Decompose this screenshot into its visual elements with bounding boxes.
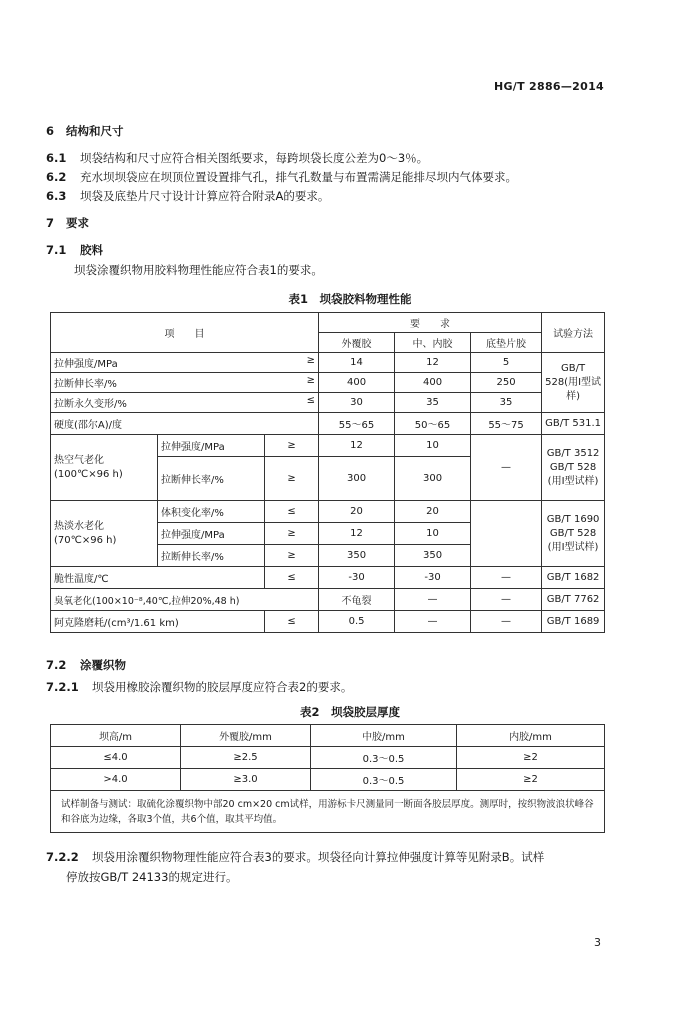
sign: ≥ [265, 457, 319, 501]
cell-pad: 35 [471, 393, 542, 413]
table-row [51, 589, 605, 611]
cell-method: GB/T 3512 GB/T 528 (用Ⅰ型试样) [542, 435, 605, 501]
header-outer: 外覆胶 [319, 333, 395, 353]
cell-middle: 50～65 [395, 413, 471, 435]
cell-middle: 12 [395, 353, 471, 373]
clause-6-3 [46, 189, 329, 204]
section-title: 涂覆织物 [80, 658, 126, 672]
cell-inner: ≥2 [457, 769, 605, 791]
row-label: 拉断伸长率/% [158, 457, 265, 501]
cell-middle: 300 [395, 457, 471, 501]
cell-pad: 250 [471, 373, 542, 393]
cell-middle: 10 [395, 435, 471, 457]
clause-text: 坝袋用涂覆织物物理性能应符合表3的要求。坝袋径向计算拉伸强度计算等见附录B。试样 [92, 850, 545, 864]
cell-outer: 0.5 [319, 611, 395, 633]
clause-7-2-2 [46, 850, 544, 865]
table-row [51, 501, 605, 523]
cell-middle: — [395, 611, 471, 633]
cell-method: GB/T 528(用Ⅰ型试样) [542, 353, 605, 413]
sign: ≥ [306, 355, 316, 366]
cell-pad: — [471, 435, 542, 501]
cell-outer: ≥3.0 [181, 769, 311, 791]
cell-middle: 0.3～0.5 [311, 747, 457, 769]
cell-pad: — [471, 611, 542, 633]
sign: ≥ [306, 375, 316, 386]
cell-method: GB/T 1682 [542, 567, 605, 589]
row-label: 拉伸强度/MPa [158, 435, 265, 457]
header-dam-height: 坝高/m [51, 725, 181, 747]
row-label: 拉断伸长率/% ≥ [51, 373, 319, 393]
table-2-title: 表2 坝袋胶层厚度 [299, 705, 400, 719]
cell-middle: 350 [395, 545, 471, 567]
header-inner: 内胶/mm [457, 725, 605, 747]
section-title: 要求 [66, 216, 89, 230]
header-requirement: 要 求 [319, 313, 542, 333]
section-7-1-heading [46, 243, 103, 258]
cell-method: GB/T 7762 [542, 589, 605, 611]
cell-outer: 不龟裂 [319, 589, 395, 611]
row-label: 硬度(邵尔A)/度 [51, 413, 319, 435]
clause-6-2 [46, 170, 517, 185]
cell-height: >4.0 [51, 769, 181, 791]
table-row [51, 413, 605, 435]
header-pad: 底垫片胶 [471, 333, 542, 353]
cell-method: GB/T 1689 [542, 611, 605, 633]
sign: ≥ [265, 523, 319, 545]
cell-outer: 20 [319, 501, 395, 523]
section-number: 7 [46, 216, 55, 230]
clause-text: 充水坝坝袋应在坝顶位置设置排气孔，排气孔数量与布置需满足能排尽坝内气体要求。 [80, 170, 517, 184]
table-2-note: 试样制备与测试：取硫化涂覆织物中部20 cm×20 cm试样，用游标卡尺测量同一断面各胶层厚度。测厚时，按织物波浪状峰谷和谷底为边缘，各取3个值，共6个值，取其平均值。 [51, 791, 605, 833]
sign: ≥ [265, 435, 319, 457]
cell-middle: 400 [395, 373, 471, 393]
section-title: 结构和尺寸 [66, 124, 124, 138]
clause-number: 6.3 [46, 189, 67, 203]
clause-text: 坝袋用橡胶涂覆织物的胶层厚度应符合表2的要求。 [92, 680, 353, 694]
table-row [51, 747, 605, 769]
cell-middle: 20 [395, 501, 471, 523]
header-middle: 中、内胶 [395, 333, 471, 353]
table-row [51, 353, 605, 373]
clause-7-2-2-continued: 停放按GB/T 24133的规定进行。 [66, 870, 238, 884]
cell-method: GB/T 531.1 [542, 413, 605, 435]
row-group-label: 热空气老化 (100℃×96 h) [51, 435, 158, 501]
cell-height: ≤4.0 [51, 747, 181, 769]
header-test-method: 试验方法 [542, 313, 605, 353]
cell-pad: — [471, 567, 542, 589]
clause-number: 6.1 [46, 151, 67, 165]
clause-text: 坝袋结构和尺寸应符合相关图纸要求，每跨坝袋长度公差为0～3％。 [80, 151, 429, 165]
cell-middle: — [395, 589, 471, 611]
sign: ≥ [265, 545, 319, 567]
table-row [51, 393, 605, 413]
table-1-title: 表1 坝袋胶料物理性能 [288, 292, 412, 306]
cell-outer: 350 [319, 545, 395, 567]
row-label: 体积变化率/% [158, 501, 265, 523]
header-outer: 外覆胶/mm [181, 725, 311, 747]
sign: ≤ [265, 501, 319, 523]
clause-7-1-text: 坝袋涂覆织物用胶料物理性能应符合表1的要求。 [74, 263, 323, 277]
page-number: 3 [594, 936, 601, 949]
clause-7-2-1 [46, 680, 352, 695]
cell-middle: -30 [395, 567, 471, 589]
header-middle: 中胶/mm [311, 725, 457, 747]
row-label: 脆性温度/℃ [51, 567, 265, 589]
cell-outer: 400 [319, 373, 395, 393]
clause-number: 6.2 [46, 170, 67, 184]
row-label: 阿克隆磨耗/(cm³/1.61 km) [51, 611, 265, 633]
sign: ≤ [265, 567, 319, 589]
section-7-2-heading [46, 658, 126, 673]
table-row [51, 567, 605, 589]
row-label: 臭氧老化(100×10⁻⁸,40℃,拉伸20%,48 h) [51, 589, 319, 611]
cell-inner: ≥2 [457, 747, 605, 769]
table-1 [50, 312, 605, 633]
clause-number: 7.2.2 [46, 850, 79, 864]
row-label: 拉伸强度/MPa [158, 523, 265, 545]
cell-outer: 55～65 [319, 413, 395, 435]
cell-outer: 14 [319, 353, 395, 373]
section-number: 6 [46, 124, 55, 138]
sign: ≤ [306, 395, 316, 406]
header-item: 项 目 [51, 313, 319, 353]
section-number: 7.1 [46, 243, 67, 257]
cell-pad: 5 [471, 353, 542, 373]
table-row [51, 611, 605, 633]
table-row [51, 435, 605, 457]
row-label: 拉断永久变形/% ≤ [51, 393, 319, 413]
section-6-heading [46, 124, 124, 139]
cell-outer: 300 [319, 457, 395, 501]
row-group-label: 热淡水老化 (70℃×96 h) [51, 501, 158, 567]
section-7-heading [46, 216, 89, 231]
cell-pad-empty [471, 501, 542, 567]
cell-middle: 35 [395, 393, 471, 413]
cell-outer: 12 [319, 523, 395, 545]
section-number: 7.2 [46, 658, 67, 672]
row-label: 拉伸强度/MPa ≥ [51, 353, 319, 373]
cell-middle: 0.3～0.5 [311, 769, 457, 791]
sign: ≤ [265, 611, 319, 633]
cell-pad: — [471, 589, 542, 611]
row-label: 拉断伸长率/% [158, 545, 265, 567]
table-row [51, 769, 605, 791]
cell-outer: -30 [319, 567, 395, 589]
clause-6-1 [46, 151, 428, 166]
section-title: 胶料 [80, 243, 103, 257]
table-row [51, 373, 605, 393]
cell-outer: 12 [319, 435, 395, 457]
cell-outer: ≥2.5 [181, 747, 311, 769]
cell-method: GB/T 1690 GB/T 528 (用Ⅰ型试样) [542, 501, 605, 567]
cell-middle: 10 [395, 523, 471, 545]
cell-outer: 30 [319, 393, 395, 413]
clause-text: 坝袋及底垫片尺寸设计计算应符合附录A的要求。 [80, 189, 330, 203]
standard-header: HG/T 2886—2014 [493, 80, 604, 93]
table-2 [50, 724, 605, 833]
clause-number: 7.2.1 [46, 680, 79, 694]
cell-pad: 55～75 [471, 413, 542, 435]
